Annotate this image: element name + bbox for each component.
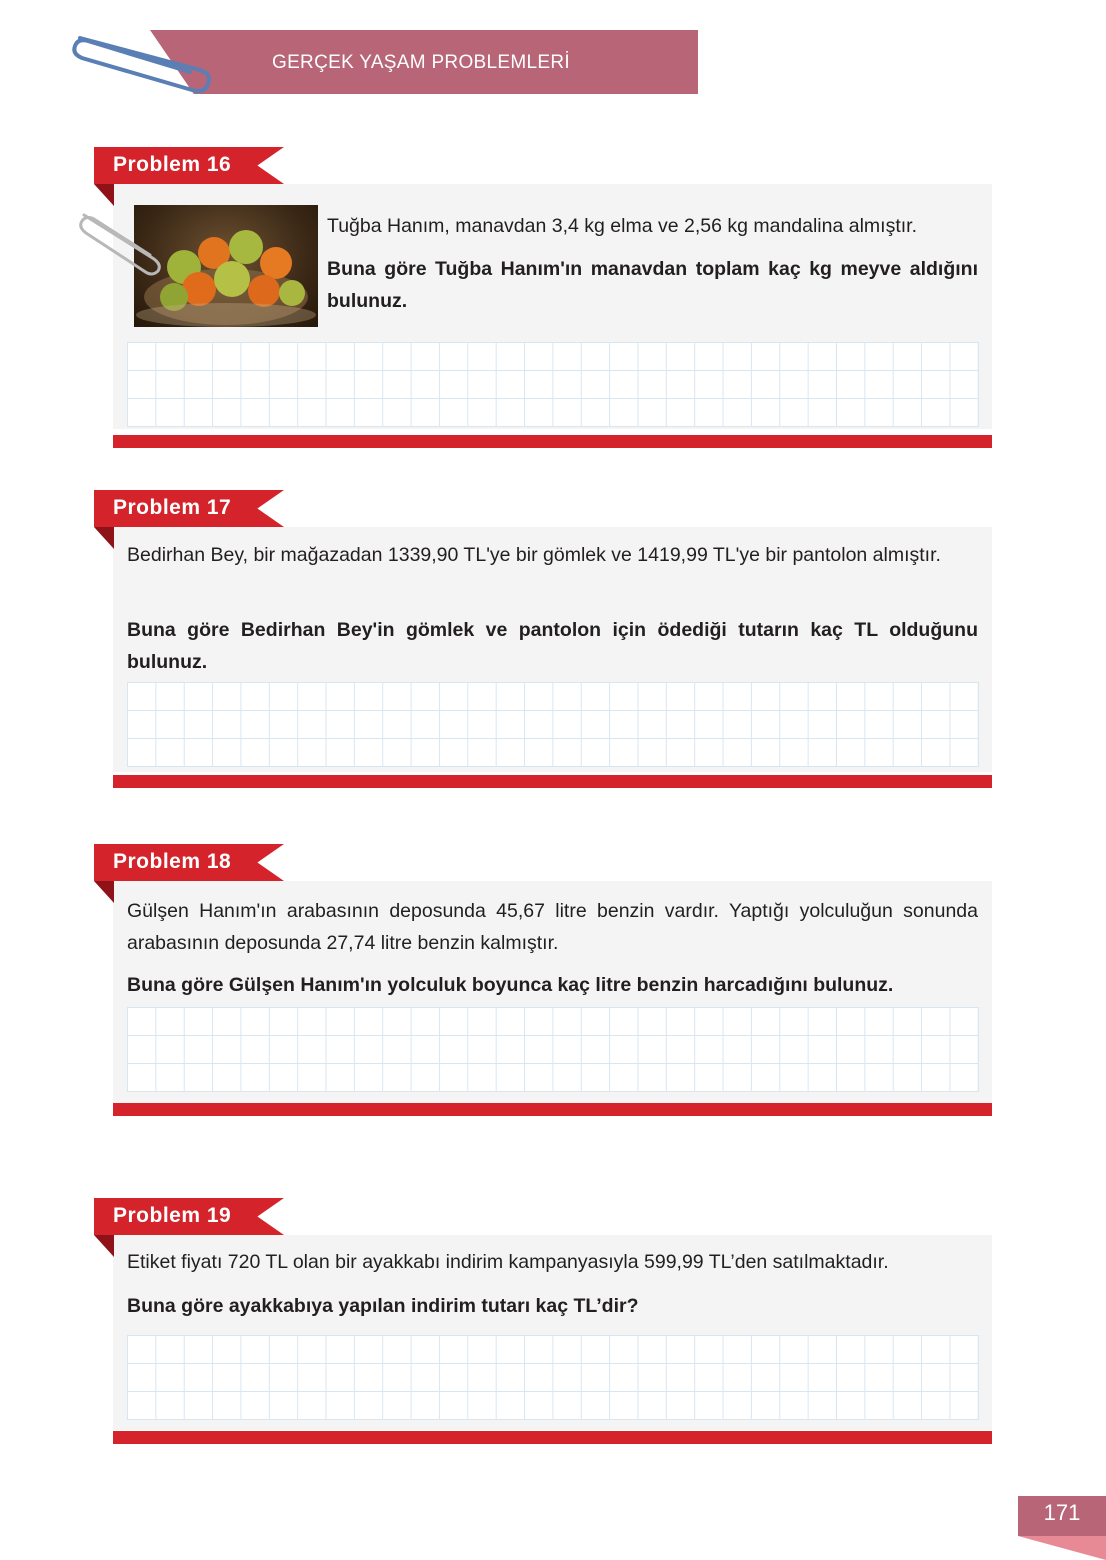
tag-fold	[94, 527, 114, 549]
tag-fold	[94, 1235, 114, 1257]
problem-text: Bedirhan Bey, bir mağazadan 1339,90 TL'ye bir gömlek ve 1419,99 TL'ye bir pantolon almıştır.	[127, 544, 941, 566]
header-title: GERÇEK YAŞAM PROBLEMLERİ	[272, 52, 570, 73]
problem-text: Gülşen Hanım'ın arabasının deposunda 45,67 litre benzin vardır. Yaptığı yolculuğun sonunda arabasının deposunda 27,74 litre benzin kalmıştır.	[127, 900, 978, 954]
answer-grid[interactable]	[127, 342, 979, 427]
problem-question: Buna göre Tuğba Hanım'ın manavdan toplam kaç kg meyve aldığını bulunuz.	[327, 258, 978, 312]
problem-18	[94, 844, 994, 1148]
problem-question: Buna göre Gülşen Hanım'ın yolculuk boyunca kaç litre benzin harcadığını bulunuz.	[127, 974, 894, 996]
problem-label: Problem 19	[113, 1204, 232, 1227]
problem-question: Buna göre Bedirhan Bey'in gömlek ve pantolon için ödediği tutarın kaç TL olduğunu bulunuz.	[127, 619, 978, 673]
problem-19	[94, 1198, 994, 1458]
problem-text: Tuğba Hanım, manavdan 3,4 kg elma ve 2,56 kg mandalina almıştır.	[327, 215, 918, 237]
answer-grid[interactable]	[127, 682, 979, 767]
problem-question: Buna göre ayakkabıya yapılan indirim tutarı kaç TL’dir?	[127, 1295, 639, 1317]
paperclip-icon	[60, 18, 220, 98]
page-number: 171	[1043, 1500, 1081, 1525]
tag-fold	[94, 881, 114, 903]
problem-text: Etiket fiyatı 720 TL olan bir ayakkabı indirim kampanyasıyla 599,99 TL’den satılmaktadır.	[127, 1251, 889, 1273]
divider-bar	[113, 775, 992, 788]
page-corner	[1018, 1536, 1106, 1560]
answer-grid[interactable]	[127, 1335, 979, 1420]
divider-bar	[113, 435, 992, 448]
problem-label: Problem 17	[113, 496, 232, 519]
tag-fold	[94, 184, 114, 206]
paperclip-icon	[74, 207, 174, 277]
answer-grid[interactable]	[127, 1007, 979, 1092]
problem-17	[94, 490, 994, 794]
problem-label: Problem 18	[113, 850, 232, 873]
divider-bar	[113, 1431, 992, 1444]
problem-16	[94, 147, 994, 451]
problem-label: Problem 16	[113, 153, 232, 176]
divider-bar	[113, 1103, 992, 1116]
